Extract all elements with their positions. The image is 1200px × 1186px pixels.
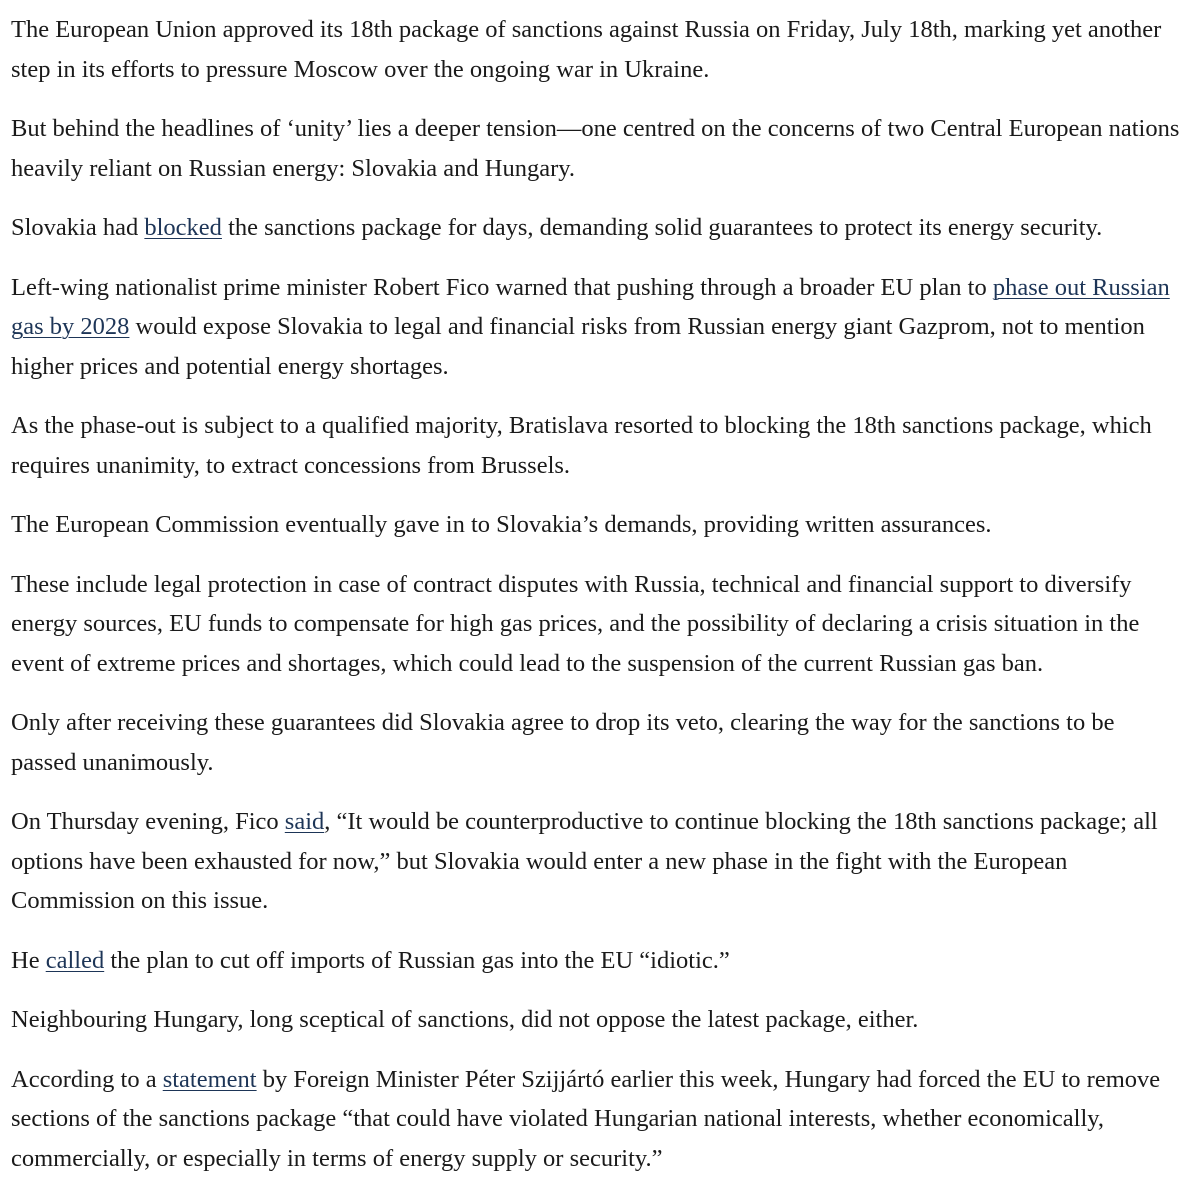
paragraph-hungary: Neighbouring Hungary, long sceptical of sanctions, did not oppose the latest package, either.: [11, 1006, 919, 1033]
paragraph-text: He: [11, 946, 46, 974]
paragraph-text: by Foreign Minister Péter Szijjártó earlier this week, Hungary had forced the EU to remove sections of the sanctions package “that could have violated Hungarian national interests, whether economically, commercially, or especially in terms of energy supply or security.”: [11, 1065, 1161, 1172]
paragraph-fico-quote: [11, 802, 1182, 921]
paragraph-text: Slovakia had: [11, 214, 145, 241]
paragraph-qualified-majority: As the phase-out is subject to a qualified majority, Bratislava resorted to blocking the 18th sanctions package, which requires unanimity, to extract concessions from Brussels.: [11, 412, 1152, 479]
paragraph-slovakia-blocked: [11, 208, 1182, 248]
link-phase-out-russian-gas[interactable]: phase out Russian gas by 2028: [11, 273, 1170, 340]
paragraph-fico-warning: [11, 268, 1182, 387]
paragraph-assurances-list: These include legal protection in case of contract disputes with Russia, technical and financial support to diversify energy sources, EU funds to compensate for high gas prices, and the possibility of declaring a crisis situation in the event of extreme prices and shortages, which could lead to the suspension of the current Russian gas ban.: [11, 570, 1140, 677]
paragraph-unity-tension: But behind the headlines of ‘unity’ lies a deeper tension—one centred on the concerns of two Central European nations heavily reliant on Russian energy: Slovakia and Hungary.: [11, 115, 1180, 182]
paragraph-veto-dropped: Only after receiving these guarantees did Slovakia agree to drop its veto, clearing the way for the sanctions to be passed unanimously.: [11, 709, 1115, 776]
paragraph-text: , “It would be counterproductive to continue blocking the 18th sanctions package; all options have been exhausted for now,” but Slovakia would enter a new phase in the fight with the European Commission on this issue.: [11, 808, 1158, 914]
paragraph-text: According to a: [11, 1065, 163, 1093]
paragraph-text: Left-wing nationalist prime minister Robert Fico warned that pushing through a broader EU plan to: [11, 273, 993, 301]
paragraph-eu-approval: The European Union approved its 18th package of sanctions against Russia on Friday, July 18th, marking yet another step in its efforts to pressure Moscow over the ongoing war in Ukraine.: [11, 16, 1162, 83]
paragraph-text: would expose Slovakia to legal and financial risks from Russian energy giant Gazprom, not to mention higher prices and potential energy shortages.: [11, 313, 1145, 380]
paragraph-text: the sanctions package for days, demanding solid guarantees to protect its energy security.: [221, 214, 1103, 241]
link-blocked[interactable]: blocked: [144, 214, 222, 241]
paragraph-text: On Thursday evening, Fico: [11, 808, 285, 835]
paragraph-idiotic: [11, 941, 1182, 981]
paragraph-szijjarto-statement: [11, 1060, 1182, 1179]
link-statement[interactable]: statement: [162, 1065, 257, 1093]
link-called[interactable]: called: [45, 946, 105, 974]
link-said[interactable]: said: [284, 808, 325, 835]
paragraph-text: the plan to cut off imports of Russian gas into the EU “idiotic.”: [104, 946, 730, 974]
paragraph-commission-gave-in: The European Commission eventually gave in to Slovakia’s demands, providing written assurances.: [11, 511, 992, 538]
